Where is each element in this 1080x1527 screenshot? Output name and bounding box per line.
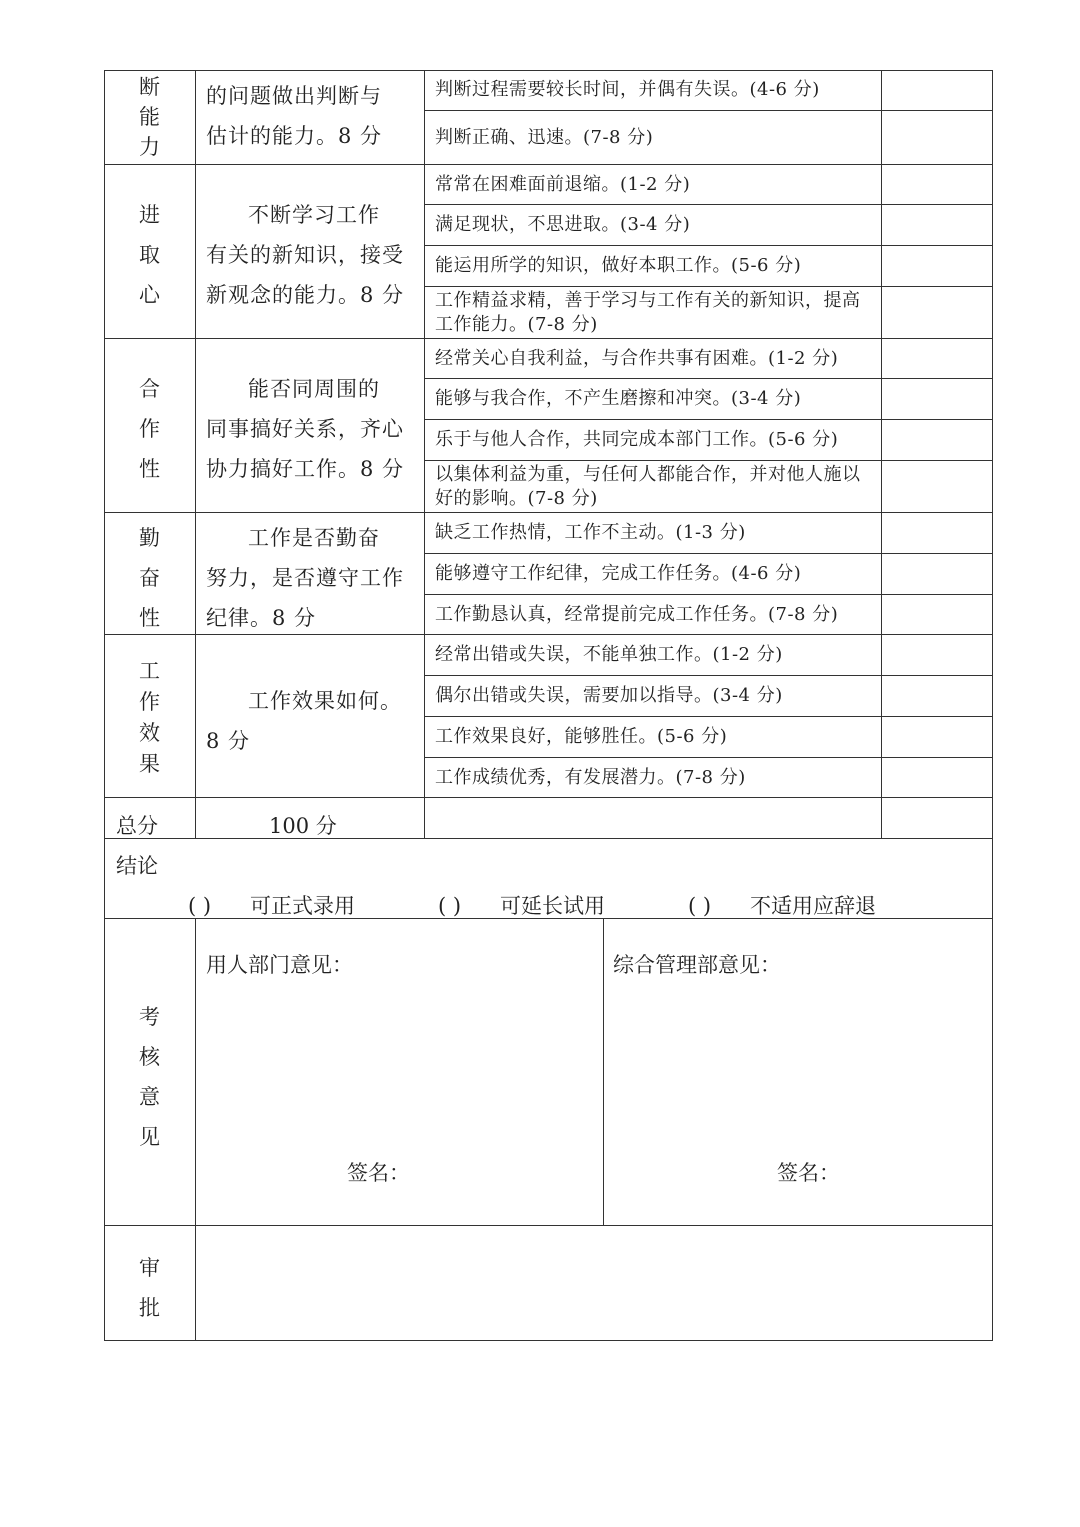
total-value: 100 分 [269, 814, 337, 838]
category-judgment: 断 能 力 [139, 75, 160, 159]
assessment-label: 考 核 意 见 [139, 1005, 160, 1149]
description-cooperation: 能否同周围的 同事搞好关系，齐心 协力搞好工作。8 分 [206, 377, 405, 481]
criterion: 工作成绩优秀，有发展潜力。(7-8 分) [435, 766, 746, 788]
description-initiative: 不断学习工作 有关的新知识，接受 新观念的能力。8 分 [206, 203, 405, 307]
criterion: 判断过程需要较长时间，并偶有失误。(4-6 分) [435, 79, 820, 100]
criterion: 能够与我合作，不产生磨擦和冲突。(3-4 分) [435, 388, 802, 409]
row-line [104, 797, 993, 798]
criterion: 偶尔出错或失误，需要加以指导。(3-4 分) [435, 685, 783, 706]
conclusion-option-dismiss[interactable]: ( ) 不适用应辞退 [688, 894, 876, 918]
category-cooperation: 合 作 性 [139, 377, 160, 481]
admin-opinion-label: 综合管理部意见： [613, 953, 781, 977]
criterion: 工作效果良好，能够胜任。(5-6 分) [435, 726, 728, 747]
criterion: 满足现状，不思进取。(3-4 分) [435, 214, 691, 235]
approval-label: 审 批 [139, 1256, 160, 1320]
criterion: 经常出错或失误，不能单独工作。(1-2 分) [435, 644, 783, 665]
criterion: 判断正确、迅速。(7-8 分) [435, 126, 654, 148]
conclusion-option-extend[interactable]: ( ) 可延长试用 [438, 894, 605, 918]
category-diligence: 勤 奋 性 [139, 526, 160, 630]
approval-field[interactable] [196, 1226, 992, 1340]
criterion: 以集体利益为重，与任何人都能合作，并对他人施以好的影响。(7-8 分) [435, 463, 861, 509]
criterion: 工作精益求精，善于学习与工作有关的新知识，提高工作能力。(7-8 分) [435, 289, 861, 335]
description-judgment: 的问题做出判断与 估计的能力。8 分 [206, 84, 383, 148]
conclusion-label: 结论 [116, 854, 158, 878]
criterion: 常常在困难面前退缩。(1-2 分) [435, 173, 691, 195]
category-effectiveness: 工 作 效 果 [139, 659, 160, 776]
dept-signature-label: 签名： [347, 1161, 410, 1185]
conclusion-option-hire[interactable]: ( ) 可正式录用 [188, 894, 355, 918]
border-right [992, 70, 993, 1341]
category-initiative: 进 取 心 [139, 203, 160, 307]
total-label: 总分 [116, 814, 158, 838]
description-diligence: 工作是否勤奋 努力，是否遵守工作 纪律。8 分 [206, 526, 404, 630]
admin-signature-label: 签名： [777, 1161, 840, 1185]
admin-opinion-field[interactable] [604, 980, 992, 1150]
criterion: 工作勤恳认真，经常提前完成工作任务。(7-8 分) [435, 603, 839, 625]
criterion: 乐于与他人合作，共同完成本部门工作。(5-6 分) [435, 429, 839, 450]
dept-opinion-label: 用人部门意见： [206, 953, 353, 977]
evaluation-form [104, 70, 993, 1341]
col-line-3 [881, 70, 882, 839]
criterion: 缺乏工作热情，工作不主动。(1-3 分) [435, 522, 746, 543]
border-bottom [104, 1340, 993, 1341]
row-line [104, 838, 993, 839]
description-effectiveness: 工作效果如何。 8 分 [206, 689, 402, 753]
criterion: 能运用所学的知识，做好本职工作。(5-6 分) [435, 255, 802, 276]
criterion: 经常关心自我利益，与合作共事有困难。(1-2 分) [435, 347, 839, 369]
criterion: 能够遵守工作纪律，完成工作任务。(4-6 分) [435, 563, 802, 584]
dept-opinion-field[interactable] [196, 980, 603, 1150]
